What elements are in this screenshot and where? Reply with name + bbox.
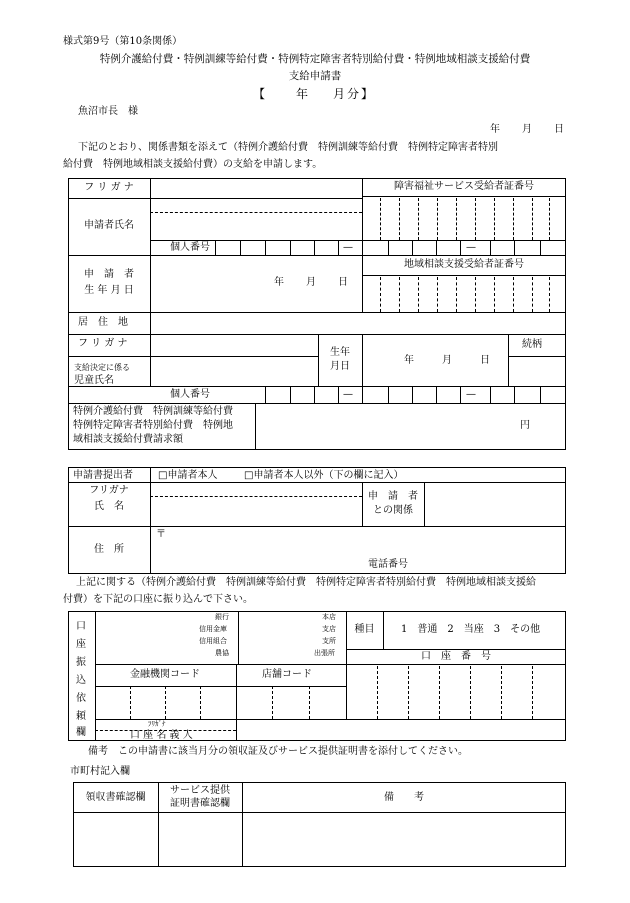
rule: [362, 275, 566, 276]
rule: [399, 277, 400, 312]
rule: [68, 403, 566, 404]
rule: [238, 611, 239, 664]
postal-mark: 〒: [156, 529, 166, 540]
rule: [383, 611, 384, 649]
branch-type-office: 出張所: [314, 649, 335, 657]
rule: [346, 649, 566, 650]
child-dob-label-2: 月日: [330, 361, 350, 372]
city-section-label: 市町村記入欄: [70, 766, 130, 777]
rule: [437, 198, 438, 240]
relation-label: 続柄: [522, 339, 542, 350]
rule: [73, 812, 566, 813]
bank-side-label: 込: [76, 675, 86, 686]
rule: [314, 240, 315, 255]
rule: [380, 198, 381, 240]
child-dob-day: 日: [480, 355, 490, 366]
rule: [236, 664, 237, 719]
bank-side-label: 座: [76, 639, 86, 650]
rule: [436, 240, 437, 255]
branch-type-head: 本店: [322, 613, 336, 621]
rule: [513, 198, 514, 240]
rule: [290, 240, 291, 255]
child-personal-dash-1: —: [343, 389, 353, 400]
holder-furigana-label: ﾌﾘｶﾞﾅ: [148, 720, 166, 728]
child-name-label-1: 支給決定に係る: [74, 363, 130, 372]
rule: [490, 240, 491, 255]
form-subtitle: 支給申請書: [288, 70, 342, 82]
form-title: 特例介護給付費・特例訓練等給付費・特例特定障害者特別給付費・特例地域相談支援給付費: [99, 53, 531, 65]
rule: [150, 212, 362, 213]
city-remarks-label: 備 考: [384, 792, 424, 803]
child-furigana-label: フ リ ガ ナ: [78, 338, 128, 349]
remarks-note: 備考 この申請書に該当月分の領収証及びサービス提供証明書を添付してください。: [88, 746, 468, 757]
rule: [490, 386, 491, 403]
rule: [532, 277, 533, 312]
rule: [68, 198, 362, 199]
child-dob-year: 年: [404, 355, 414, 366]
rule: [68, 334, 566, 335]
dob-day: 日: [338, 277, 348, 288]
dob-label-2: 生 年 月 日: [84, 285, 134, 296]
branch-code-label: 店舗コード: [262, 669, 312, 680]
rule: [346, 664, 566, 665]
rule: [514, 240, 515, 255]
rule: [532, 666, 533, 719]
period-year: 年: [296, 87, 311, 101]
transfer-text-2: 付費）を下記の口座に振り込んで下さい。: [63, 594, 253, 605]
submitter-address-label: 住 所: [94, 544, 124, 555]
rule: [362, 178, 363, 312]
rule: [265, 386, 266, 403]
rule: [412, 386, 413, 403]
submitter-other-checkbox[interactable]: □申請者本人以外（下の欄に記入）: [244, 470, 404, 481]
claim-label-1: 特例介護給付費 特例訓練等給付費: [73, 406, 233, 417]
submitter-table: [68, 467, 566, 574]
rule: [362, 482, 363, 526]
rule: [215, 240, 216, 255]
rule: [362, 196, 566, 197]
service-cert-check-label-2: 証明書確認欄: [170, 798, 230, 809]
rule: [68, 482, 566, 483]
rule: [95, 664, 346, 665]
form-number: 様式第9号（第10条関係）: [63, 36, 183, 47]
rule: [165, 686, 166, 719]
rule: [436, 386, 437, 403]
rule: [68, 526, 566, 527]
account-number-label: 口 座 番 号: [421, 651, 491, 662]
personal-number-dash-2: —: [466, 242, 476, 253]
rule: [418, 277, 419, 312]
rule: [549, 198, 550, 240]
dob-label-1: 申 請 者: [84, 269, 134, 280]
intro-text-2: 給付費 特例地域相談支援給付費）の支給を申請します。: [63, 159, 323, 170]
rule: [388, 386, 389, 403]
rule: [456, 277, 457, 312]
bank-type-bank: 銀行: [215, 613, 229, 621]
rule: [377, 666, 378, 719]
rule: [68, 255, 566, 256]
bank-side-label: 頼: [76, 711, 86, 722]
submitter-self-checkbox[interactable]: □申請者本人: [158, 470, 218, 481]
rule: [508, 334, 509, 386]
account-kind-label: 種目: [354, 624, 375, 635]
rule: [408, 666, 409, 719]
rule: [456, 198, 457, 240]
submitter-label: 申請書提出者: [73, 470, 133, 481]
rule: [549, 277, 550, 312]
rule: [68, 386, 566, 387]
date-day: 日: [554, 124, 564, 135]
rule: [399, 198, 400, 240]
rule: [314, 386, 315, 403]
child-dob-month: 月: [442, 355, 452, 366]
rule: [150, 467, 151, 574]
dob-year: 年: [274, 277, 284, 288]
rule: [338, 386, 339, 403]
bank-side-label: 依: [76, 693, 86, 704]
rule: [513, 277, 514, 312]
rule: [475, 277, 476, 312]
bracket-open: 【: [253, 87, 268, 101]
rule: [255, 403, 256, 450]
rule: [412, 240, 413, 255]
rule: [362, 386, 363, 403]
bank-type-kumiai: 信用組合: [199, 637, 227, 645]
bank-side-label: 欄: [76, 727, 86, 738]
rule: [501, 666, 502, 719]
rule: [424, 482, 425, 526]
furigana-label: フ リ ガ ナ: [84, 182, 134, 193]
claim-label-2: 特例特定障害者特別給付費 特例地: [73, 420, 233, 431]
rule: [494, 277, 495, 312]
personal-number-label: 個人番号: [170, 242, 210, 253]
rule: [494, 198, 495, 240]
rule: [309, 686, 310, 719]
rule: [475, 198, 476, 240]
rule: [290, 386, 291, 403]
rule: [540, 386, 541, 403]
fi-code-label: 金融機関コード: [130, 669, 200, 680]
dob-month: 月: [306, 277, 316, 288]
branch-type-branch: 支店: [322, 625, 336, 633]
rule: [338, 240, 339, 255]
service-cert-label: 障害福祉サービス受給者証番号: [394, 181, 534, 192]
rule: [130, 686, 131, 719]
rule: [150, 178, 151, 386]
rule: [68, 312, 566, 313]
addressee: 魚沼市長 様: [78, 106, 138, 117]
child-personal-number-label: 個人番号: [170, 389, 210, 400]
rule: [532, 198, 533, 240]
rule: [540, 240, 541, 255]
community-cert-label: 地域相談支援受給者証番号: [404, 259, 524, 270]
child-dob-label-1: 生年: [330, 347, 350, 358]
date-month: 月: [522, 124, 532, 135]
bank-side-label: 振: [76, 657, 86, 668]
bank-side-label: 口: [76, 621, 86, 632]
account-holder-label: 口 座 名 義 人: [130, 730, 193, 741]
rule: [150, 496, 362, 497]
rule: [388, 240, 389, 255]
rule: [272, 686, 273, 719]
rule: [460, 386, 461, 403]
service-cert-check-label-1: サービス提供: [170, 785, 230, 796]
yen-unit: 円: [520, 420, 530, 431]
personal-number-dash-1: —: [343, 242, 353, 253]
rule: [437, 277, 438, 312]
submitter-name-label: 氏 名: [94, 501, 124, 512]
intro-text-1: 下記のとおり、関係書類を添えて（特例介護給付費 特例訓練等給付費 特例特定障害者特別: [78, 142, 498, 153]
rule: [265, 240, 266, 255]
rule: [460, 240, 461, 255]
rule: [200, 686, 201, 719]
submitter-relation-label-1: 申 請 者: [368, 491, 418, 502]
phone-label: 電話番号: [368, 559, 408, 570]
bank-type-shinkin: 信用金庫: [199, 625, 227, 633]
rule: [380, 277, 381, 312]
submitter-furigana-label: フリガナ: [89, 485, 129, 496]
rule: [150, 240, 566, 241]
submitter-relation-label-2: との関係: [373, 505, 413, 516]
rule: [362, 334, 363, 386]
receipt-check-label: 領収書確認欄: [85, 792, 146, 803]
child-name-label-2: 児童氏名: [74, 375, 114, 386]
rule: [95, 611, 96, 741]
rule: [514, 386, 515, 403]
rule: [318, 334, 319, 386]
period-month: 月分】: [333, 87, 376, 101]
residence-label: 居 住 地: [78, 317, 128, 328]
rule: [150, 356, 318, 357]
transfer-text-1: 上記に関する（特例介護給付費 特例訓練等給付費 特例特定障害者特別給付費 特例地域相談支援給: [76, 577, 536, 588]
branch-type-sub: 支所: [322, 637, 336, 645]
bank-type-nokyo: 農協: [215, 649, 229, 657]
child-personal-dash-2: —: [466, 389, 476, 400]
account-kind-options: 1 普通 2 当座 3 その他: [401, 624, 541, 635]
date-year: 年: [490, 124, 500, 135]
rule: [236, 719, 237, 741]
rule: [439, 666, 440, 719]
rule: [508, 356, 566, 357]
applicant-name-label: 申請者氏名: [84, 220, 134, 231]
claim-label-3: 域相談支援給付費請求額: [73, 434, 183, 445]
rule: [240, 240, 241, 255]
rule: [470, 666, 471, 719]
rule: [418, 198, 419, 240]
